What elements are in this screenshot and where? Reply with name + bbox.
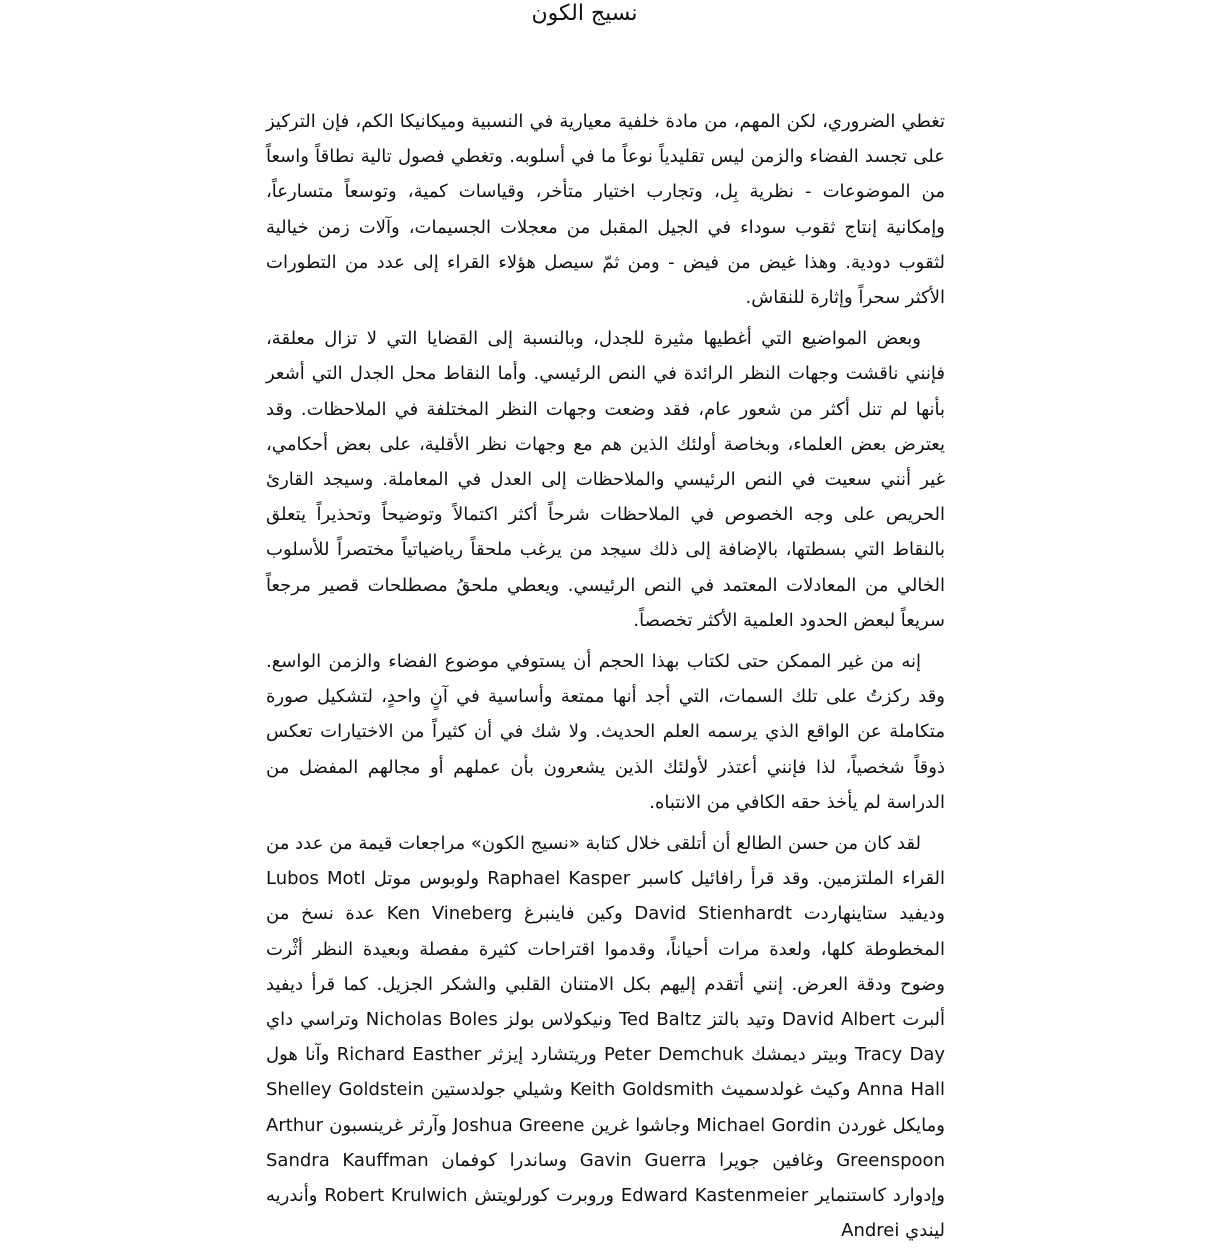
body-text — [266, 104, 945, 1255]
running-header: نسيج الكون — [531, 1, 638, 26]
paragraph: إنه من غير الممكن حتى لكتاب بهذا الحجم أن يستوفي موضوع الفضاء والزمن الواسع. وقد ركزتُ على تلك السمات، التي أجد أنها ممتعة وأساسية في آنٍ واحدٍ، لتشكيل صورة متكاملة عن الواقع الذي يرسمه العلم الحديث. ولا شك في أن كثيراً من الاختيارات تعكس ذوقاً شخصياً، لذا فإنني أعتذر لأولئك الذين يشعرون بأن عملهم أو مجالهم المفضل من الدراسة لم يأخذ حقه الكافي من الانتباه. — [266, 651, 945, 813]
paragraph: تغطي الضروري، لكن المهم، من مادة خلفية معيارية في النسبية وميكانيكا الكم، فإن التركيز على تجسد الفضاء والزمن ليس تقليدياً نوعاً ما في أسلوبه. وتغطي فصول تالية نطاقاً واسعاً من الموضوعات - نظرية بِل، وتجارب اختيار متأخر، وقياسات كمية، وتوسعاً متسارعاً، وإمكانية إنتاج ثقوب سوداء في الجيل المقبل من معجلات الجسيمات، وآلات زمن خيالية لثقوب دودية. وهذا غيض من فيض - ومن ثمّ سيصل هؤلاء القراء إلى عدد من التطورات الأكثر سحراً وإثارة للنقاش. — [266, 111, 945, 309]
paragraph: وبعض المواضيع التي أغطيها مثيرة للجدل، وبالنسبة إلى القضايا التي لا تزال معلقة، فإنني ناقشت وجهات النظر الرائدة في النص الرئيسي. وأما النقاط محل الجدل التي أشعر بأنها لم تنل أكثر من شعور عام، فقد وضعت وجهات النظر المختلفة في الملاحظات. وقد يعترض بعض العلماء، وبخاصة أولئك الذين هم مع وجهات نظر الأقلية، على بعض أحكامي، غير أنني سعيت في النص الرئيسي والملاحظات إلى العدل في المعاملة. وسيجد القارئ الحريص على وجه الخصوص في الملاحظات شرحاً أكثر اكتمالاً وتوضيحاً وتحذيراً يتعلق بالنقاط التي بسطتها، بالإضافة إلى ذلك سيجد من يرغب ملحقاً رياضياتياً مختصراً للأسلوب الخالي من المعادلات المعتمد في النص الرئيسي. ويعطي ملحقُ مصطلحات قصير مرجعاً سريعاً لبعض الحدود العلمية الأكثر تخصصاً. — [266, 328, 945, 631]
paragraph: لقد كان من حسن الطالع أن أتلقى خلال كتابة «نسيج الكون» مراجعات قيمة من عدد من القراء الملتزمين. وقد قرأ رافائيل كاسبر Raphael Kasper ولوبوس موتل Lubos Motl وديفيد ستاينهاردت David Stienhardt وكين فاينبرغ Ken Vineberg عدة نسخ من المخطوطة كلها، ولعدة مرات أحياناً، وقدموا اقتراحات كثيرة مفصلة وبعيدة النظر أثْرت وضوح ودقة العرض. إنني أتقدم إليهم بكل الامتنان القلبي والشكر الجزيل. كما قرأ ديفيد ألبرت David Albert وتيد بالتز Ted Baltz ونيكولاس بولز Nicholas Boles وتراسي داي Tracy Day وبيتر ديمشك Peter Demchuk وريتشارد إيزثر Richard Easther وآنا هول Anna Hall وكيث غولدسميث Keith Goldsmith وشيلي جولدستين Shelley Goldstein ومايكل غوردن Michael Gordin وجاشوا غرين Joshua Greene وآرثر غرينسبون Arthur Greenspoon وغافين جويرا Gavin Guerra وساندرا كوفمان Sandra Kauffman وإدوارد كاستنماير Edward Kastenmeier وروبرت كورلويتش Robert Krulwich وأندريه ليندي Andrei — [266, 833, 946, 1242]
